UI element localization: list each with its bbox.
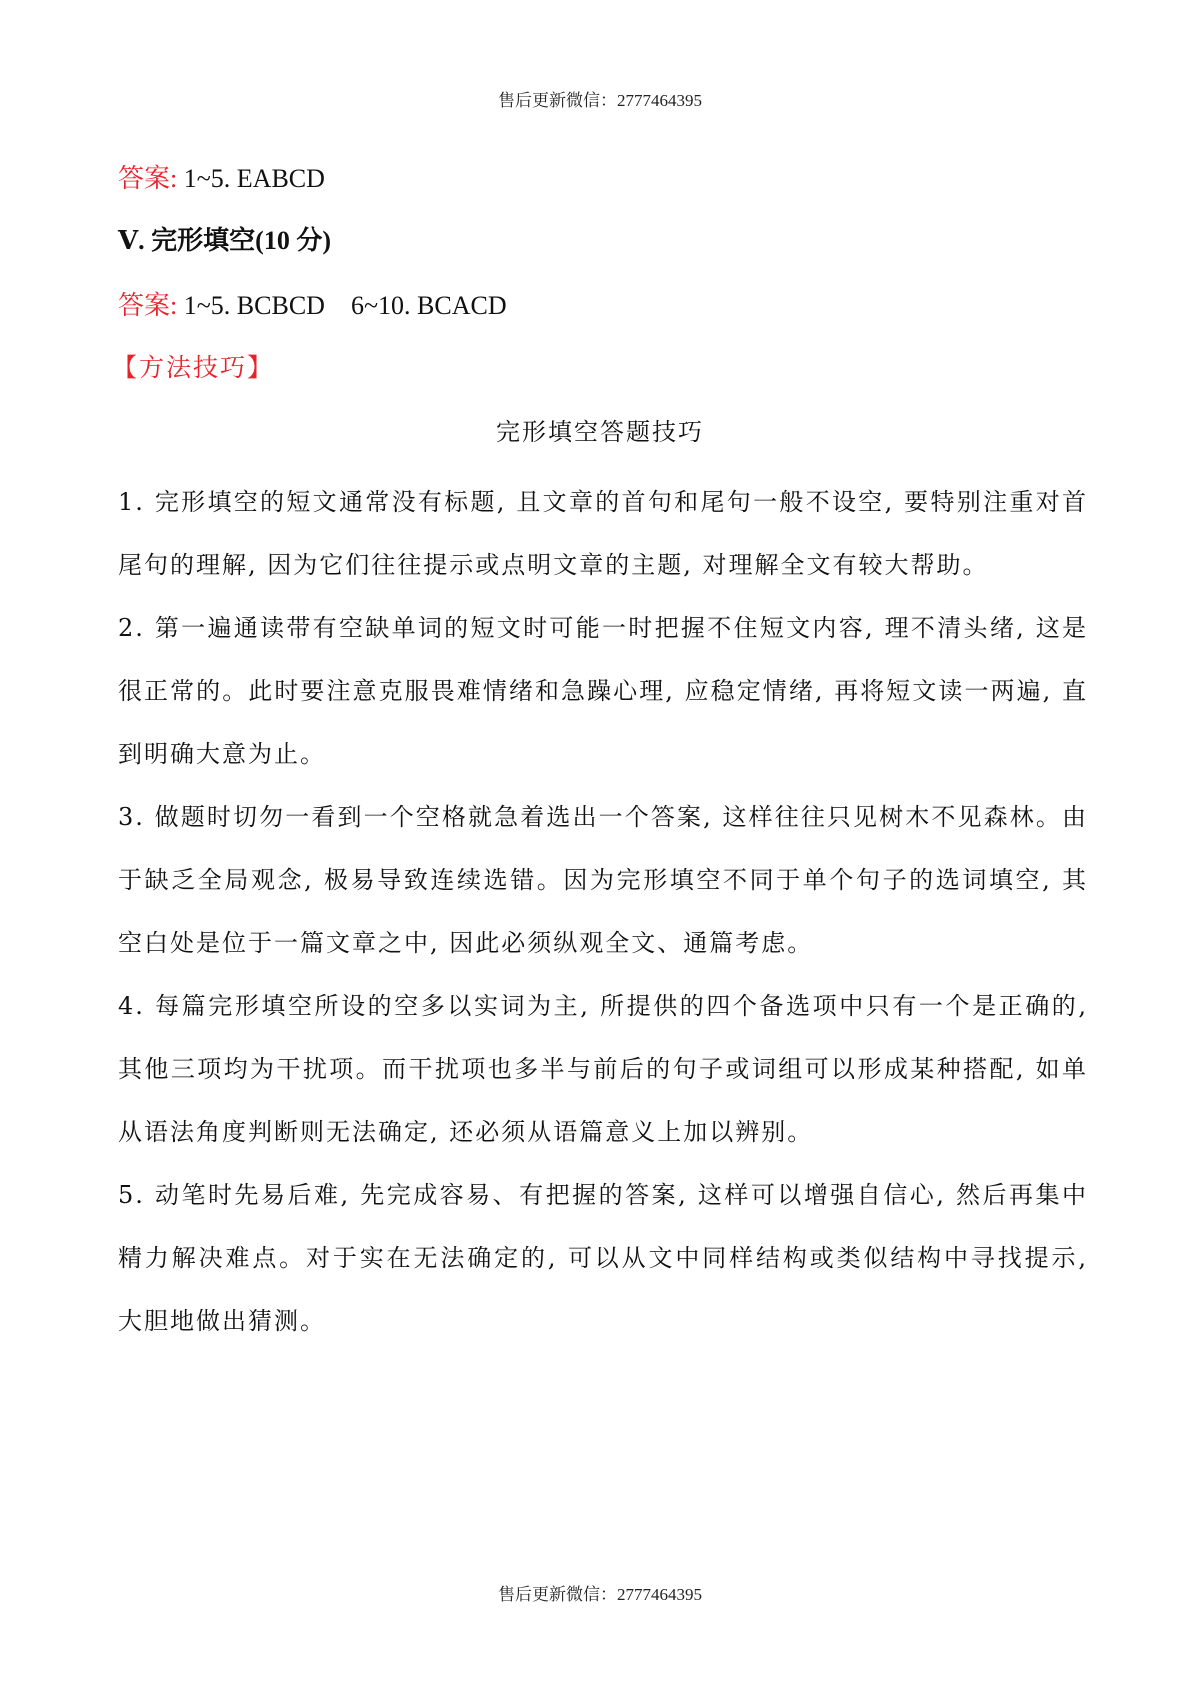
tips-list [118, 471, 1088, 1353]
answers-line-v [118, 285, 507, 322]
tip-paragraph: 3. 做题时切勿一看到一个空格就急着选出一个答案, 这样往往只见树木不见森林。由于缺乏全局观念, 极易导致连续选错。因为完形填空不同于单个句子的选词填空, 其空白处是位于一篇文章之中, 因此必须纵观全文、通篇考虑。 [118, 803, 1088, 957]
tip-paragraph: 5. 动笔时先易后难, 先完成容易、有把握的答案, 这样可以增强自信心, 然后再集中精力解决难点。对于实在无法确定的, 可以从文中同样结构或类似结构中寻找提示, 大胆地做出猜测。 [118, 1181, 1088, 1335]
answer-text: 1~5. EABCD [177, 164, 325, 193]
answer-text: 1~5. BCBCD 6~10. BCACD [177, 291, 507, 320]
tip-paragraph: 2. 第一遍通读带有空缺单词的短文时可能一时把握不住短文内容, 理不清头绪, 这是很正常的。此时要注意克服畏难情绪和急躁心理, 应稳定情绪, 再将短文读一两遍, 直到明确大意为止。 [118, 614, 1088, 768]
page-header: 售后更新微信：2777464395 [498, 91, 702, 110]
page-footer: 售后更新微信：2777464395 [498, 1585, 702, 1604]
answer-label: 答案: [118, 291, 178, 320]
answers-line-iv [118, 158, 325, 195]
method-title: 完形填空答题技巧 [496, 418, 704, 446]
answer-label: 答案: [118, 164, 178, 193]
tip-paragraph: 1. 完形填空的短文通常没有标题, 且文章的首句和尾句一般不设空, 要特别注重对首尾句的理解, 因为它们往往提示或点明文章的主题, 对理解全文有较大帮助。 [118, 488, 1088, 579]
tip-paragraph: 4. 每篇完形填空所设的空多以实词为主, 所提供的四个备选项中只有一个是正确的, 其他三项均为干扰项。而干扰项也多半与前后的句子或词组可以形成某种搭配, 如单从语法角度判断则无法确定, 还必须从语篇意义上加以辨别。 [118, 992, 1088, 1146]
method-label: 【方法技巧】 [112, 353, 275, 382]
section-title: Ⅴ. 完形填空(10 分) [118, 226, 331, 255]
